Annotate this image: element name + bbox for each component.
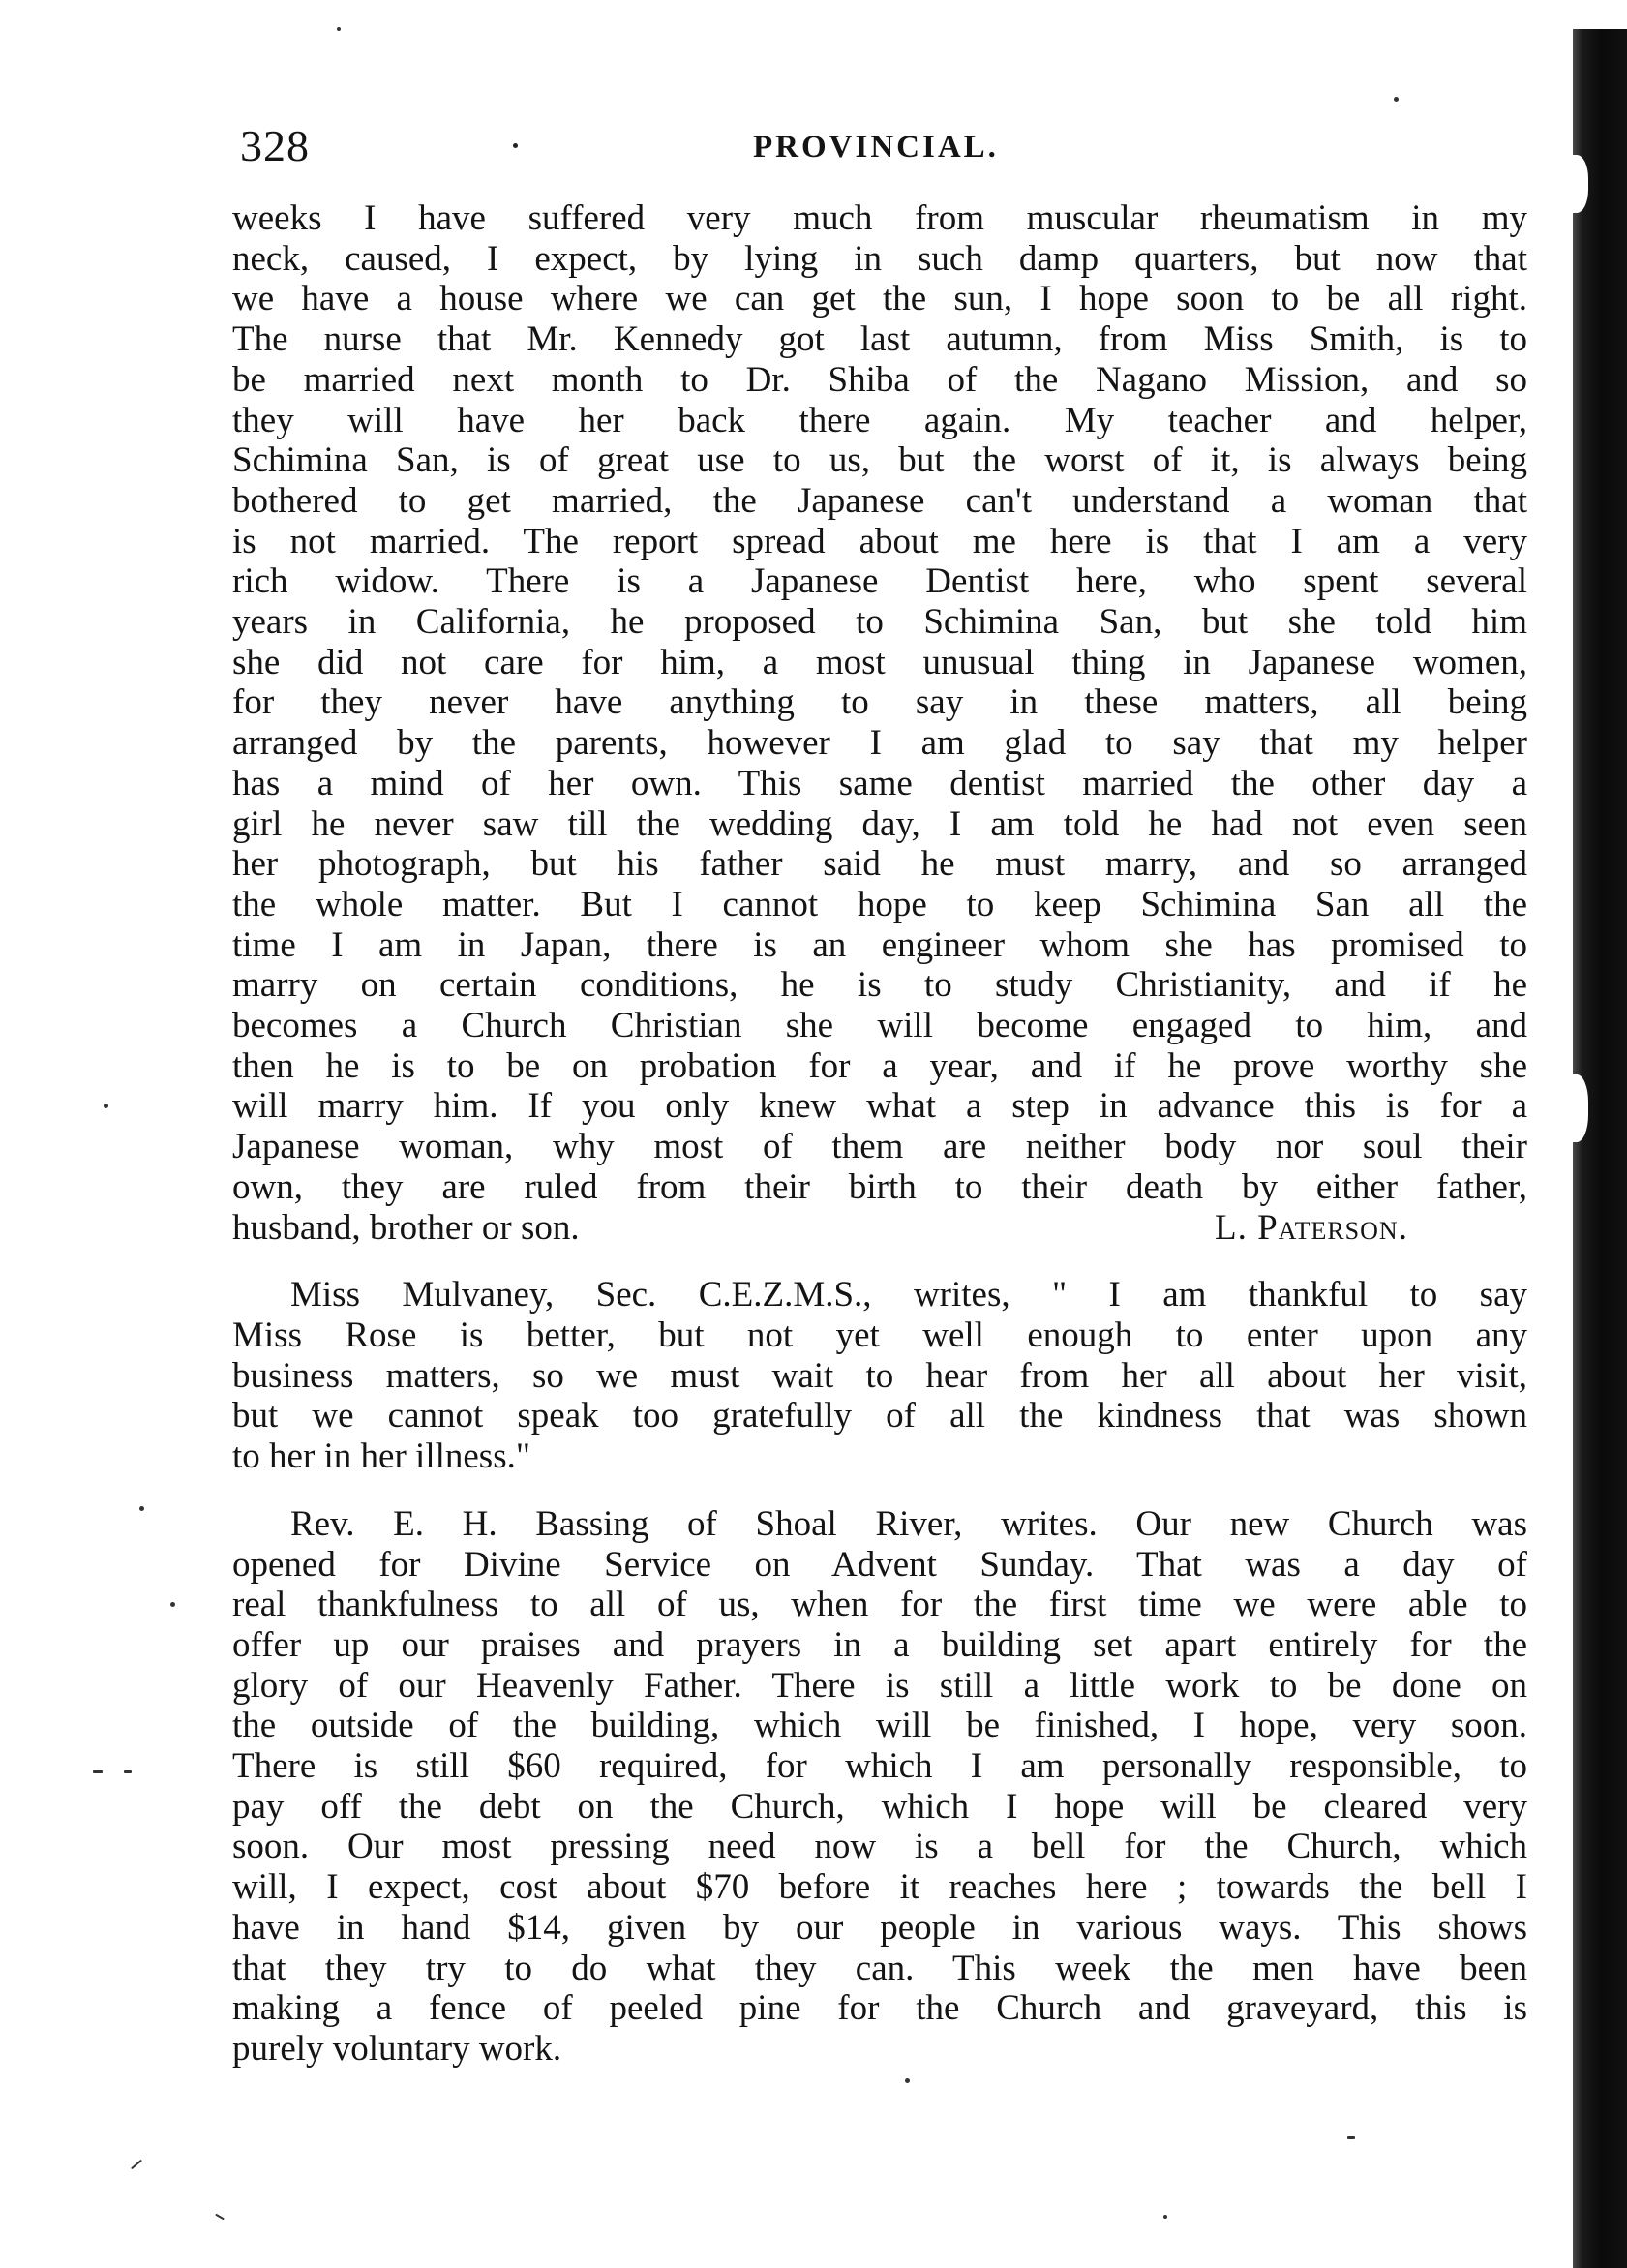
text-line: marry on certain conditions, he is to study Christianity, and if he <box>232 965 1527 1006</box>
page-number: 328 <box>240 121 310 170</box>
paragraph-gap <box>232 1248 1527 1275</box>
scan-speck <box>93 1770 103 1773</box>
text-line: but we cannot speak too gratefully of all the kindness that was shown <box>232 1396 1527 1436</box>
running-head: PROVINCIAL. <box>753 130 999 165</box>
scan-speck <box>104 1104 108 1108</box>
text-line: purely voluntary work. <box>232 2028 562 2069</box>
closing-line <box>232 1208 1527 1249</box>
text-line: opened for Divine Service on Advent Sunday. That was a day of <box>232 1544 1527 1585</box>
text-line: will marry him. If you only knew what a step in advance this is for a <box>232 1086 1527 1127</box>
scan-speck <box>215 2214 225 2221</box>
text-line: Miss Rose is better, but not yet well enough to enter upon any <box>232 1315 1527 1355</box>
scan-speck <box>170 1602 175 1607</box>
scan-speck <box>1163 2215 1167 2219</box>
text-line: to her in her illness." <box>232 1436 530 1477</box>
text-line: becomes a Church Christian she will become engaged to him, and <box>232 1006 1527 1046</box>
paragraph-bassing-letter <box>232 1504 1527 2070</box>
binding-notch <box>1559 155 1588 213</box>
text-line: we have a house where we can get the sun, I hope soon to be all right. <box>232 279 1527 319</box>
paragraph-paterson-letter <box>232 198 1527 1248</box>
text-line: neck, caused, I expect, by lying in such damp quarters, but now that <box>232 238 1527 279</box>
text-line: rich widow. There is a Japanese Dentist here, who spent several <box>232 561 1527 602</box>
scan-speck <box>131 2160 142 2170</box>
text-line: years in California, he proposed to Schimina San, but she told him <box>232 602 1527 643</box>
text-line: girl he never saw till the wedding day, I am told he had not even seen <box>232 803 1527 844</box>
text-line: her photograph, but his father said he must marry, and so arranged <box>232 844 1527 885</box>
paragraph-mulvaney-letter <box>232 1275 1527 1477</box>
text-line: Schimina San, is of great use to us, but the worst of it, is always being <box>232 440 1527 481</box>
text-line: business matters, so we must wait to hear from her all about her visit, <box>232 1355 1527 1396</box>
text-line: bothered to get married, the Japanese can't understand a woman that <box>232 480 1527 521</box>
text-line: pay off the debt on the Church, which I hope will be cleared very <box>232 1786 1527 1827</box>
text-line: is not married. The report spread about me here is that I am a very <box>232 521 1527 561</box>
body-text <box>232 198 1527 2070</box>
page-header <box>230 116 1525 174</box>
scan-speck <box>1394 97 1399 102</box>
closing-text: husband, brother or son. <box>232 1207 580 1248</box>
scan-speck <box>1347 2136 1355 2139</box>
text-line: she did not care for him, a most unusual thing in Japanese women, <box>232 642 1527 682</box>
text-line: There is still $60 required, for which I am personally responsible, to <box>232 1746 1527 1787</box>
text-line: the outside of the building, which will be finished, I hope, very soon. <box>232 1706 1527 1746</box>
text-line: Rev. E. H. Bassing of Shoal River, writes. Our new Church was <box>290 1503 1527 1544</box>
scan-speck <box>337 27 341 31</box>
scan-speck <box>905 2078 910 2083</box>
binding-edge <box>1573 29 1627 2268</box>
text-line: Miss Mulvaney, Sec. C.E.Z.M.S., writes, " I am thankful to say <box>290 1275 1527 1315</box>
text-line: Japanese woman, why most of them are neither body nor soul their <box>232 1127 1527 1167</box>
text-line: weeks I have suffered very much from muscular rheumatism in my <box>232 198 1527 238</box>
text-line: The nurse that Mr. Kennedy got last autumn, from Miss Smith, is to <box>232 319 1527 360</box>
text-line: for they never have anything to say in these matters, all being <box>232 682 1527 723</box>
text-line: will, I expect, cost about $70 before it reaches here ; towards the bell I <box>232 1867 1527 1908</box>
text-line: the whole matter. But I cannot hope to keep Schimina San all the <box>232 884 1527 924</box>
text-line: own, they are ruled from their birth to their death by either father, <box>232 1166 1527 1207</box>
scan-speck <box>124 1770 132 1773</box>
text-line: time I am in Japan, there is an engineer whom she has promised to <box>232 924 1527 965</box>
paragraph-gap <box>232 1477 1527 1504</box>
text-line: they will have her back there again. My teacher and helper, <box>232 400 1527 440</box>
text-line: real thankfulness to all of us, when for the first time we were able to <box>232 1585 1527 1625</box>
text-line: that they try to do what they can. This week the men have been <box>232 1948 1527 1988</box>
text-line: have in hand $14, given by our people in various ways. This shows <box>232 1907 1527 1948</box>
binding-notch <box>1559 1074 1588 1142</box>
text-line: soon. Our most pressing need now is a bell for the Church, which <box>232 1827 1527 1867</box>
text-line: has a mind of her own. This same dentist married the other day a <box>232 763 1527 803</box>
signature: L. Paterson. <box>1215 1207 1408 1248</box>
header-dot <box>513 143 518 148</box>
text-line: offer up our praises and prayers in a building set apart entirely for the <box>232 1624 1527 1665</box>
text-line: making a fence of peeled pine for the Church and graveyard, this is <box>232 1988 1527 2029</box>
text-line: glory of our Heavenly Father. There is still a little work to be done on <box>232 1665 1527 1706</box>
text-line: be married next month to Dr. Shiba of the Nagano Mission, and so <box>232 359 1527 400</box>
text-line: then he is to be on probation for a year, and if he prove worthy she <box>232 1045 1527 1086</box>
text-line: arranged by the parents, however I am glad to say that my helper <box>232 723 1527 764</box>
scan-speck <box>139 1506 144 1511</box>
